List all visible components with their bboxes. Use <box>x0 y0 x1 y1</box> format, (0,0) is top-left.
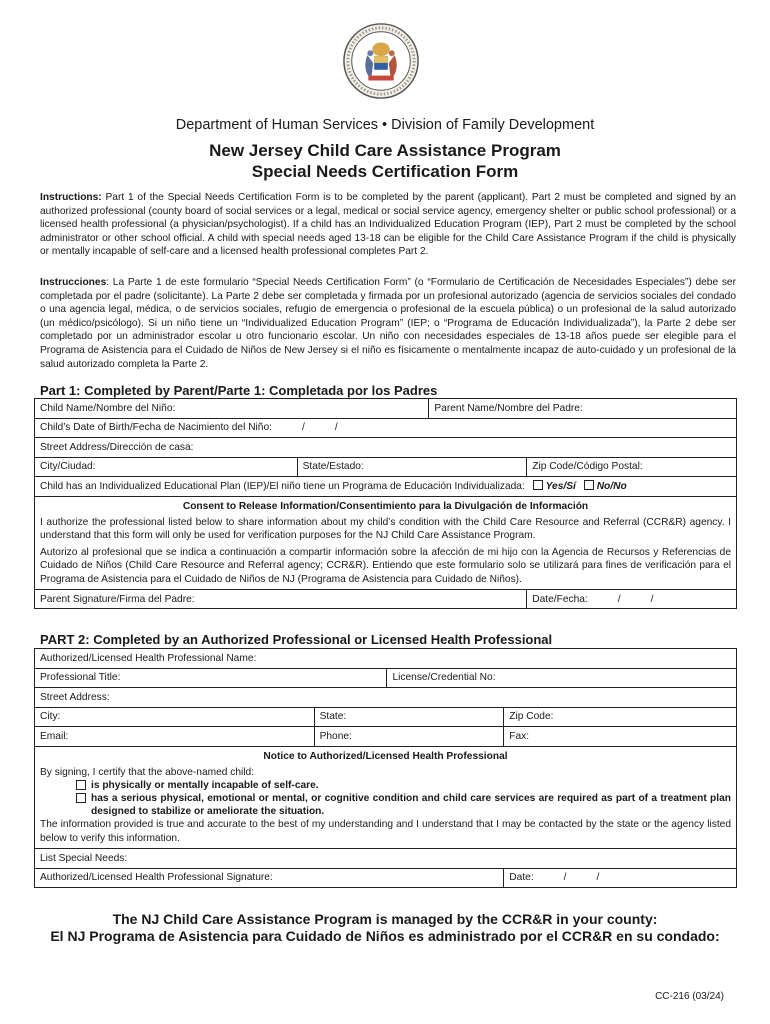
part1-heading: Part 1: Completed by Parent/Parte 1: Completada por los Padres <box>40 383 438 398</box>
part2-heading: PART 2: Completed by an Authorized Professional or Licensed Health Professional <box>40 632 553 647</box>
professional-name-label: Authorized/Licensed Health Professional Name: <box>40 652 257 664</box>
city-label: City/Ciudad: <box>40 461 96 473</box>
iep-no-checkbox[interactable] <box>584 480 594 490</box>
prof-date-separator-1: / <box>563 872 567 884</box>
license-label: License/Credential No: <box>392 672 496 684</box>
certify-option-2-label: has a serious physical, emotional or mental, or cognitive condition and child care services are required as part of a treatment plan designed to stabilize or ameliorate the situation. <box>91 793 731 818</box>
parent-date-label: Date/Fecha: <box>532 593 588 605</box>
professional-signature-label: Authorized/Licensed Health Professional Signature: <box>40 872 273 884</box>
certify-option-1 <box>76 779 731 792</box>
professional-fax-label: Fax: <box>509 730 530 742</box>
professional-date-field[interactable] <box>504 868 737 888</box>
special-needs-label: List Special Needs: <box>40 852 128 864</box>
zip-label: Zip Code/Código Postal: <box>532 461 643 473</box>
dob-separator-2: / <box>334 422 338 434</box>
professional-signature-field[interactable] <box>35 868 504 888</box>
parent-name-label: Parent Name/Nombre del Padre: <box>434 402 583 414</box>
instructions-label: Instructions: <box>40 192 102 203</box>
professional-street-label: Street Address: <box>40 691 110 703</box>
incapable-self-care-checkbox[interactable] <box>76 780 86 790</box>
street-address-label: Street Address/Dirección de casa: <box>40 441 194 453</box>
state-field[interactable] <box>297 457 527 477</box>
instructions-spanish <box>40 276 736 371</box>
part2-table <box>34 648 737 888</box>
serious-condition-checkbox[interactable] <box>76 793 86 803</box>
parent-signature-label: Parent Signature/Firma del Padre: <box>40 593 195 605</box>
professional-date-label: Date: <box>509 872 534 884</box>
date-separator-1: / <box>617 593 621 605</box>
dob-separator-1: / <box>301 422 305 434</box>
form-title: Special Needs Certification Form <box>251 162 519 181</box>
consent-block <box>35 496 737 589</box>
professional-title-field[interactable] <box>35 668 387 688</box>
certify-option-2 <box>76 792 731 818</box>
professional-title-label: Professional Title: <box>40 672 121 684</box>
consent-spanish: Autorizo al profesional que se indica a continuación a compartir información sobre la afección de mi hijo con la Agencia de Recursos y Referencias de Cuidado de Niños (Child Care Resource and Referral agency; CCR&R). Entiendo que este formulario solo se utilizará para fines de verificación para el Programa de Asistencia para el Cuidado de Niños de NJ (Programa de Asistencia para Cuidado de Niños). <box>40 546 731 585</box>
department-heading: Department of Human Services • Division of Family Development <box>175 117 595 133</box>
professional-email-field[interactable] <box>35 727 315 747</box>
iep-no-label: No/No <box>596 481 627 493</box>
professional-email-label: Email: <box>40 730 69 742</box>
professional-city-label: City: <box>40 711 61 723</box>
certify-option-1-label: is physically or mentally incapable of self-care. <box>91 780 319 792</box>
professional-fax-field[interactable] <box>504 727 737 747</box>
instrucciones-text: : La Parte 1 de este formulario “Special Needs Certification Form” (o “Formulario de Certificación de Necesidades Especiales”) debe ser completada por el padre (solicitante). La Parte 2 debe ser completada y firmada por un profesional autorizado (agencia de servicios sociales del condado o una agencia legal, médica, o de servicios sociales, refugio de emergencia o profesional de la escuela pública) o un profesional de la salud autorizado (un médico/psicólogo). Si un niño tiene un “Individualized Education Program” (IEP; o “Programa de Educación Individualizada”), la Parte 2 debe ser completado por un administrador escolar u otro funcionario escolar. Un niño con necesidades especiales de 13-18 años puede ser elegible para el Programa de Asistencia para el Cuidado de Niños de New Jersey si el niño es físicamente o mentalmente incapaz de auto-cuidado y un profesional de la salud autorizado completa la Parte 2. <box>40 277 736 370</box>
date-separator-2: / <box>650 593 654 605</box>
professional-phone-label: Phone: <box>319 730 352 742</box>
certify-intro: By signing, I certify that the above-named child: <box>40 766 255 778</box>
consent-heading: Consent to Release Information/Consentimiento para la Divulgación de Información <box>182 500 589 512</box>
professional-zip-field[interactable] <box>504 707 737 727</box>
part1-table <box>34 398 737 609</box>
notice-heading: Notice to Authorized/Licensed Health Professional <box>263 750 508 762</box>
child-dob-label: Child’s Date of Birth/Fecha de Nacimiento del Niño: <box>40 422 272 434</box>
accuracy-statement: The information provided is true and accurate to the best of my understanding and I understand that I may be contacted by the state or the agency listed below to verify this information. <box>40 819 731 844</box>
professional-zip-label: Zip Code: <box>509 711 554 723</box>
iep-row <box>35 477 737 497</box>
license-field[interactable] <box>387 668 737 688</box>
special-needs-field[interactable] <box>35 849 737 869</box>
parent-date-field[interactable] <box>527 589 737 609</box>
prof-date-separator-2: / <box>596 872 600 884</box>
instrucciones-label: Instrucciones <box>40 277 107 288</box>
professional-street-field[interactable] <box>35 688 737 708</box>
child-name-label: Child Name/Nombre del Niño: <box>40 402 176 414</box>
nj-state-seal-icon <box>342 22 420 100</box>
city-field[interactable] <box>35 457 298 477</box>
iep-question: Child has an Individualized Educational Plan (IEP)/El niño tiene un Programa de Educación Individualizada: <box>40 481 525 493</box>
professional-phone-field[interactable] <box>314 727 504 747</box>
child-name-field[interactable] <box>35 399 429 419</box>
parent-signature-field[interactable] <box>35 589 527 609</box>
professional-name-field[interactable] <box>35 649 737 669</box>
footer-spanish: El NJ Programa de Asistencia para Cuidado de Niños es administrado por el CCR&R en su condado: <box>50 928 720 944</box>
program-title: New Jersey Child Care Assistance Program <box>209 141 561 160</box>
professional-city-field[interactable] <box>35 707 315 727</box>
professional-state-label: State: <box>319 711 347 723</box>
iep-yes-checkbox[interactable] <box>533 480 543 490</box>
child-dob-field[interactable] <box>35 418 737 438</box>
certification-block <box>35 746 737 849</box>
iep-yes-label: Yes/Sí <box>545 481 576 493</box>
instructions-text: Part 1 of the Special Needs Certification Form is to be completed by the parent (applicant). Part 2 must be completed and signed by an authorized professional (county board of social services or a legal, medical or social service agency, emergency shelter or public school professional) or a licensed health professional (a physician/psychologist). If a child has an Individualized Education Program (IEP), Part 2 must be completed by the school administrator or other school official. A child with special needs aged 13-18 can be eligible for the Child Care Assistance Program if the child is physically or mentally incapable of self-care and a licensed health professional completes Part 2. <box>40 192 736 258</box>
professional-state-field[interactable] <box>314 707 504 727</box>
instructions-english <box>40 191 736 259</box>
footer-english: The NJ Child Care Assistance Program is managed by the CCR&R in your county: <box>112 911 658 927</box>
form-number: CC-216 (03/24) <box>655 991 724 1002</box>
zip-field[interactable] <box>527 457 737 477</box>
consent-english: I authorize the professional listed below to share information about my child’s condition with the Child Care Resource and Referral (CCR&R) agency. I understand that this form will only be used for verification purposes for the NJ Child Care Assistance Program. <box>40 516 731 542</box>
street-address-field[interactable] <box>35 438 737 458</box>
parent-name-field[interactable] <box>429 399 737 419</box>
state-label: State/Estado: <box>302 461 364 473</box>
